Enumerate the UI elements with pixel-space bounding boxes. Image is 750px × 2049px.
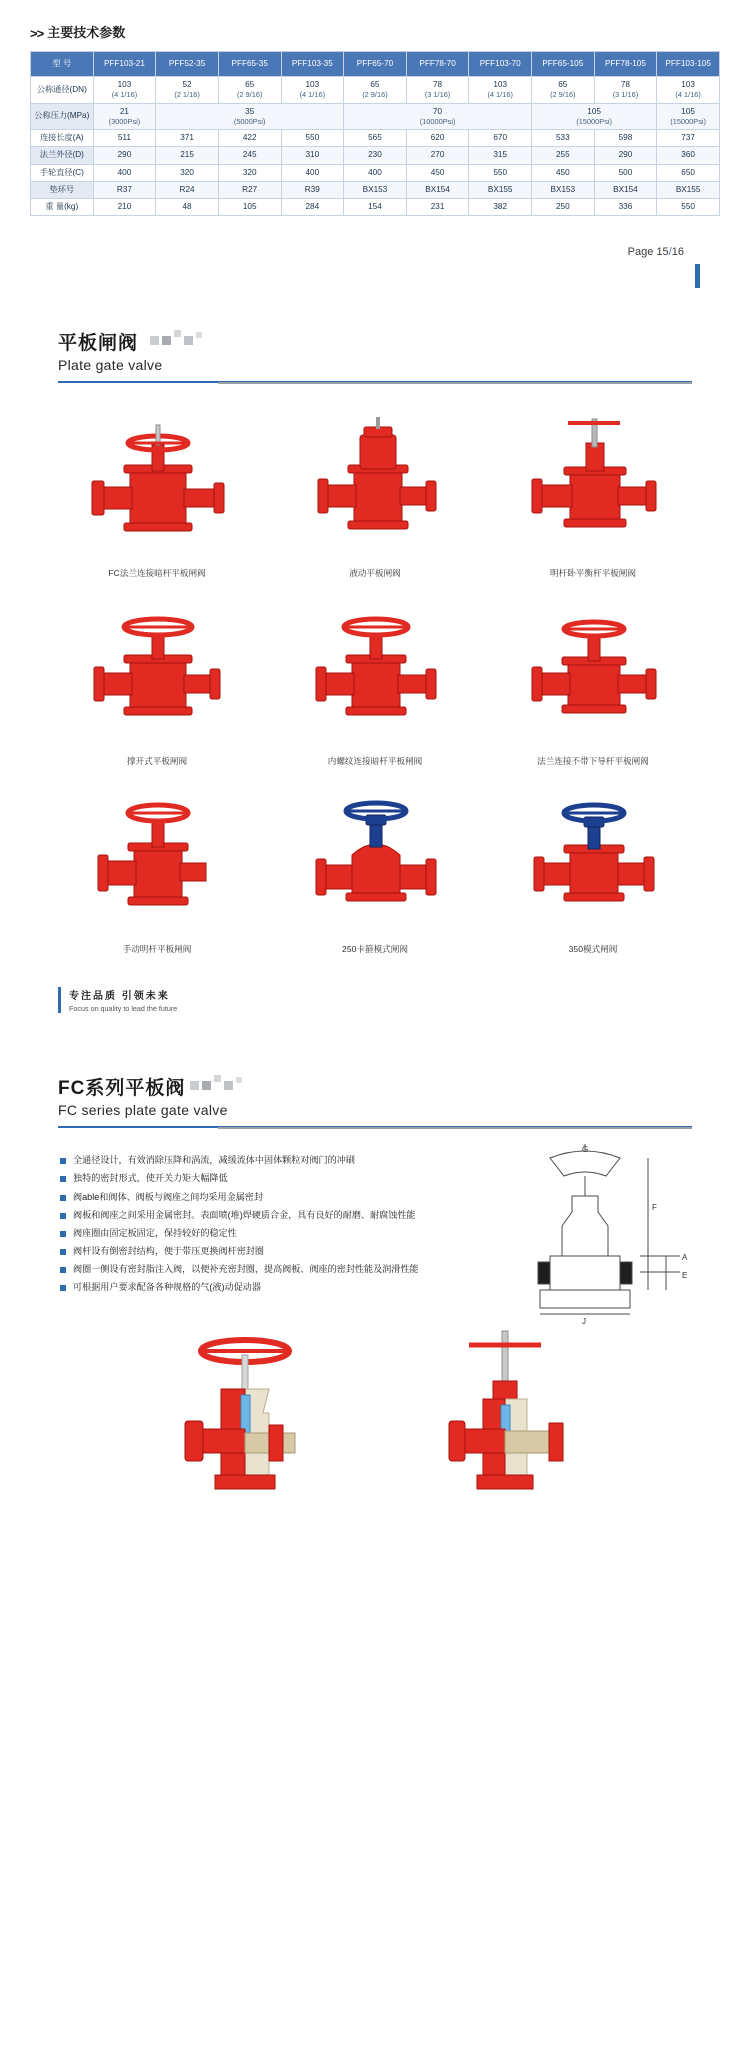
col-head-2: PFF52-35: [156, 52, 219, 77]
cell: 48: [156, 199, 219, 216]
cell-main: 103: [493, 80, 508, 89]
cell-main: 78: [620, 80, 630, 89]
cell-main: 103: [681, 80, 695, 89]
valve-gallery-grid: [48, 409, 702, 973]
cell: 550: [469, 164, 532, 181]
valve-illustration-fc-flanged: [72, 409, 242, 559]
spec-table: [30, 51, 720, 216]
cell: 105: [218, 199, 281, 216]
cell-sub: (2 9/16): [236, 90, 263, 100]
list-item: [60, 1191, 460, 1204]
cell: 336: [594, 199, 657, 216]
cell: 382: [469, 199, 532, 216]
diagram-label-J: J: [582, 1317, 586, 1327]
col-head-9: PFF78-105: [594, 52, 657, 77]
col-head-7: PFF103-70: [469, 52, 532, 77]
diagram-label-E: E: [682, 1271, 688, 1281]
cell: [657, 77, 720, 104]
cell: 620: [406, 130, 469, 147]
cell: 270: [406, 147, 469, 164]
cell: 422: [218, 130, 281, 147]
gallery-item-caption: 350模式闸阀: [568, 944, 618, 955]
feature-bullet-list: [60, 1154, 460, 1294]
cell: R24: [156, 181, 219, 198]
slogan-en: Focus on quality to lead the future: [69, 1004, 178, 1014]
cell: 154: [344, 199, 407, 216]
cell-main: 70: [433, 106, 443, 116]
cell-main: 78: [433, 80, 443, 89]
decorative-squares: [190, 1075, 250, 1097]
valve-illustration-manual-rising: [72, 785, 242, 935]
page-total: 16: [671, 246, 684, 259]
table-header-row: [31, 52, 720, 77]
cell: BX153: [344, 181, 407, 198]
gallery-title-en: Plate gate valve: [58, 357, 163, 374]
decorative-squares: [150, 330, 210, 352]
cell: [594, 77, 657, 104]
cell-main: 105: [587, 106, 601, 116]
cell: BX154: [406, 181, 469, 198]
cell: [532, 77, 595, 104]
bullet-text: 阀杆设有倒密封结构，便于带压更换阀杆密封圈: [73, 1246, 264, 1257]
gallery-item-caption: 250卡箍模式闸阀: [342, 944, 408, 955]
cell: 290: [594, 147, 657, 164]
diagram-label-F: F: [652, 1203, 657, 1213]
page-section-specs: [0, 0, 750, 288]
row-label: 垫环号: [31, 181, 94, 198]
table-row: [31, 164, 720, 181]
gallery-title-rule: [58, 381, 692, 383]
cell: 360: [657, 147, 720, 164]
cell-sub: (4 1/16): [111, 90, 138, 100]
brand-slogan: [58, 987, 750, 1013]
table-row: [31, 181, 720, 198]
gallery-item: [266, 597, 484, 767]
cell: BX153: [532, 181, 595, 198]
cell: BX155: [657, 181, 720, 198]
cell: 210: [93, 199, 156, 216]
bullet-square-icon: [60, 1176, 66, 1182]
diagram-label-G: G: [582, 1145, 589, 1155]
list-item: [60, 1209, 460, 1222]
gallery-item: [48, 409, 266, 579]
list-item: [60, 1227, 460, 1240]
cell-sub: (2 1/16): [174, 90, 200, 100]
cell-sub: (5000Psi): [233, 116, 266, 126]
cell: 650: [657, 164, 720, 181]
cell: 511: [93, 130, 156, 147]
col-head-5: PFF65-70: [344, 52, 407, 77]
page-current: 15: [656, 246, 669, 259]
bullet-text: 阀圈一侧设有密封脂注入阀，以便补充密封圈，提高阀板、阀座的密封性能及润滑性能: [73, 1264, 419, 1275]
cell: [93, 103, 156, 130]
list-item: [60, 1245, 460, 1258]
cell: R39: [281, 181, 344, 198]
cell: [156, 77, 219, 104]
heading-arrows: >>: [30, 26, 44, 41]
gallery-title-cn: 平板闸阀: [58, 333, 139, 355]
bullet-square-icon: [60, 1267, 66, 1273]
cell: [469, 77, 532, 104]
list-item: [60, 1281, 460, 1294]
gallery-item: [484, 785, 702, 955]
cell: BX154: [594, 181, 657, 198]
cell: 400: [93, 164, 156, 181]
bullet-text: 阀板和阀座之间采用金属密封。表面喷(堆)焊硬质合金，具有良好的耐磨、耐腐蚀性能: [73, 1209, 416, 1220]
cell-main: 52: [182, 80, 192, 89]
bullet-text: 全通径设计，有效消除压降和涡流，减缓流体中固体颗粒对阀门的冲刷: [73, 1155, 355, 1166]
cell: 320: [156, 164, 219, 181]
cell: 290: [93, 147, 156, 164]
list-item: [60, 1263, 460, 1276]
cell: 250: [532, 199, 595, 216]
cell: 231: [406, 199, 469, 216]
cutaway-right: [405, 1325, 605, 1515]
cell-sub: (10000Psi): [419, 116, 456, 126]
bullet-square-icon: [60, 1249, 66, 1255]
row-label: 公称通径(DN): [31, 77, 94, 104]
gallery-title-block: [0, 328, 750, 373]
row-label: 重 量(kg): [31, 199, 94, 216]
valve-illustration-threaded: [290, 597, 460, 747]
cell: [218, 77, 281, 104]
section-heading: [30, 22, 720, 41]
spec-table-head: [31, 52, 720, 77]
col-head-0: 型 号: [31, 52, 94, 77]
gallery-item-caption: 内螺纹连接暗杆平板闸阀: [327, 756, 423, 767]
cell: 533: [532, 130, 595, 147]
list-item: [60, 1154, 460, 1167]
cell: [281, 77, 344, 104]
cell: 550: [657, 199, 720, 216]
gallery-item-caption: 撑开式平板闸阀: [126, 756, 188, 767]
bullet-text: 可根据用户要求配备各种规格的气(液)动促动器: [73, 1282, 261, 1293]
cell-main: 65: [370, 80, 380, 89]
cell-sub: (3 1/16): [612, 90, 639, 100]
cell: 371: [156, 130, 219, 147]
row-label: 手轮直径(C): [31, 164, 94, 181]
page-number: [628, 246, 684, 258]
cell-main: 103: [305, 80, 320, 89]
cell-main: 65: [245, 80, 255, 89]
gallery-item: [48, 785, 266, 955]
bullet-text: 独特的密封形式，使开关力矩大幅降低: [73, 1173, 228, 1184]
cell: 500: [594, 164, 657, 181]
gallery-item: [266, 409, 484, 579]
col-head-3: PFF65-35: [218, 52, 281, 77]
table-row: [31, 147, 720, 164]
cell: 450: [532, 164, 595, 181]
gallery-item: [484, 409, 702, 579]
valve-illustration-hydraulic: [290, 409, 460, 559]
row-label: 公称压力(MPa): [31, 103, 94, 130]
bullet-square-icon: [60, 1231, 66, 1237]
cell: 400: [344, 164, 407, 181]
cell: 670: [469, 130, 532, 147]
cell: 230: [344, 147, 407, 164]
gallery-item-caption: 法兰连接不带下导杆平板闸阀: [537, 756, 649, 767]
fc-title-cn: FC系列平板阀: [58, 1078, 186, 1100]
cell: 598: [594, 130, 657, 147]
gallery-item-caption: 液动平板闸阀: [349, 568, 401, 579]
cell: 737: [657, 130, 720, 147]
heading-text: 主要技术参数: [47, 25, 126, 40]
gallery-item-caption: 手动明杆平板闸阀: [122, 944, 192, 955]
cell-main: 103: [117, 80, 132, 89]
valve-illustration-expanding: [72, 597, 242, 747]
cell: 565: [344, 130, 407, 147]
gallery-item: [266, 785, 484, 955]
fc-title-rule: [58, 1126, 692, 1128]
cell-sub: (15000Psi): [576, 116, 612, 126]
cell: 400: [281, 164, 344, 181]
bullet-square-icon: [60, 1195, 66, 1201]
bullet-text: 阀座圈由固定板固定，保持较好的稳定性: [73, 1227, 237, 1238]
col-head-10: PFF103-105: [657, 52, 720, 77]
cell: [406, 77, 469, 104]
fc-title-en: FC series plate gate valve: [58, 1102, 228, 1119]
cell-sub: (15000Psi): [670, 116, 706, 126]
cell: [344, 77, 407, 104]
bullet-text: 阀able和阀体、阀板与阀座之间均采用金属密封: [73, 1191, 263, 1202]
cell-sub: (2 9/16): [362, 90, 388, 100]
cell: 450: [406, 164, 469, 181]
valve-illustration-no-lower-stem: [508, 597, 678, 747]
page-section-fc-series: [0, 1013, 750, 1524]
cell: 215: [156, 147, 219, 164]
diagram-label-A: A: [682, 1253, 688, 1263]
cell: [532, 103, 657, 130]
gallery-item-caption: FC法兰连接暗杆平板闸阀: [108, 568, 206, 579]
spec-table-body: [31, 77, 720, 216]
list-item: [60, 1172, 460, 1185]
gallery-item: [48, 597, 266, 767]
table-row: [31, 77, 720, 104]
cell: 284: [281, 199, 344, 216]
cell: R27: [218, 181, 281, 198]
cell-sub: (3 1/16): [424, 90, 451, 100]
valve-illustration-rising-stem: [508, 409, 678, 559]
cell-sub: (2 9/16): [550, 90, 576, 100]
gallery-item-caption: 明杆卧平衡杆平板闸阀: [550, 568, 636, 579]
valve-illustration-250-clamp: [290, 785, 460, 935]
row-label: 连接长度(A): [31, 130, 94, 147]
bullet-square-icon: [60, 1213, 66, 1219]
cell: BX155: [469, 181, 532, 198]
cell: 550: [281, 130, 344, 147]
col-head-1: PFF103-21: [93, 52, 156, 77]
table-row: [31, 130, 720, 147]
cutaway-left: [145, 1325, 345, 1515]
gallery-item: [484, 597, 702, 767]
specs-block: [0, 0, 750, 288]
valve-illustration-350-model: [508, 785, 678, 935]
cell-main: 65: [558, 80, 568, 89]
cell: 310: [281, 147, 344, 164]
cell: 320: [218, 164, 281, 181]
cell-main: 35: [245, 106, 255, 116]
table-row: [31, 103, 720, 130]
cell: 255: [532, 147, 595, 164]
cell-main: 21: [119, 106, 129, 116]
bullet-square-icon: [60, 1285, 66, 1291]
slogan-cn: 专注品质 引领未来: [69, 991, 170, 1003]
cell-sub: (3000Psi): [108, 116, 141, 126]
bullet-square-icon: [60, 1158, 66, 1164]
table-row: [31, 199, 720, 216]
page-footer: [30, 242, 720, 288]
cell: 245: [218, 147, 281, 164]
cell: [344, 103, 532, 130]
fc-title-block: [0, 1073, 750, 1118]
cell: [156, 103, 344, 130]
cell-sub: (4 1/16): [299, 90, 326, 100]
col-head-6: PFF78-70: [406, 52, 469, 77]
cell-main: 105: [681, 106, 695, 116]
page-section-gallery: [0, 288, 750, 1013]
col-head-8: PFF65-105: [532, 52, 595, 77]
cell-sub: (4 1/16): [487, 90, 513, 100]
cell-sub: (4 1/16): [675, 90, 701, 100]
cell: [657, 103, 720, 130]
page-slash: /: [668, 246, 672, 259]
cutaway-photos: [0, 1325, 750, 1525]
row-label: 法兰外径(D): [31, 147, 94, 164]
cell: 315: [469, 147, 532, 164]
cell: R37: [93, 181, 156, 198]
dimension-diagram: [480, 1144, 710, 1334]
col-head-4: PFF103-35: [281, 52, 344, 77]
page-label: Page: [627, 246, 654, 259]
cell: [93, 77, 156, 104]
